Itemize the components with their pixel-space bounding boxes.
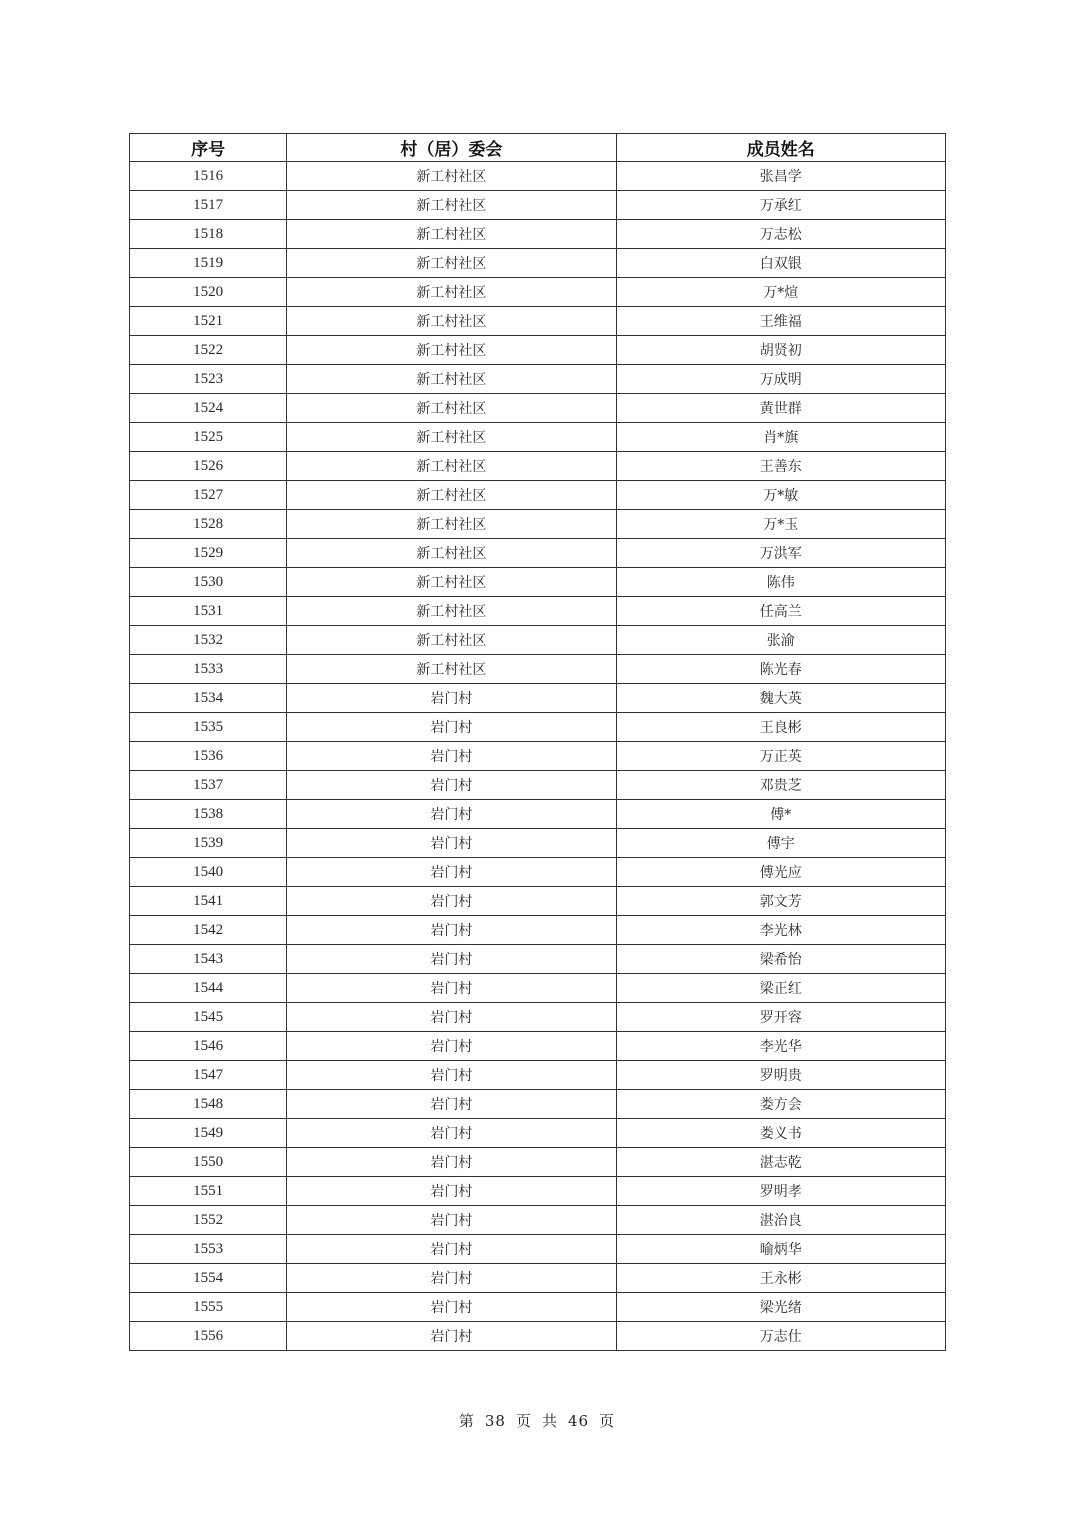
- cell-village-committee: 岩门村: [287, 945, 616, 974]
- table-row: [130, 510, 946, 539]
- cell-serial-number: 1522: [130, 336, 287, 365]
- footer-page-word: 页: [515, 1412, 532, 1430]
- cell-village-committee: 新工村社区: [287, 626, 616, 655]
- cell-village-committee: 岩门村: [287, 858, 616, 887]
- cell-serial-number: 1527: [130, 481, 287, 510]
- cell-member-name: 肖*旗: [616, 423, 945, 452]
- cell-member-name: 万*玉: [616, 510, 945, 539]
- member-roster-table: [129, 133, 946, 1351]
- cell-village-committee: 新工村社区: [287, 510, 616, 539]
- table-row: [130, 626, 946, 655]
- cell-member-name: 万志仕: [616, 1322, 945, 1351]
- header-member-name: 成员姓名: [616, 134, 945, 162]
- cell-member-name: 邓贵芝: [616, 771, 945, 800]
- table-row: [130, 539, 946, 568]
- table-row: [130, 597, 946, 626]
- table-row: [130, 916, 946, 945]
- table-row: [130, 278, 946, 307]
- cell-member-name: 陈光春: [616, 655, 945, 684]
- cell-serial-number: 1549: [130, 1119, 287, 1148]
- cell-village-committee: 岩门村: [287, 713, 616, 742]
- cell-member-name: 万洪军: [616, 539, 945, 568]
- cell-serial-number: 1554: [130, 1264, 287, 1293]
- cell-member-name: 罗明贵: [616, 1061, 945, 1090]
- cell-member-name: 魏大英: [616, 684, 945, 713]
- cell-village-committee: 新工村社区: [287, 481, 616, 510]
- cell-serial-number: 1519: [130, 249, 287, 278]
- table-row: [130, 220, 946, 249]
- cell-serial-number: 1535: [130, 713, 287, 742]
- cell-member-name: 郭文芳: [616, 887, 945, 916]
- cell-serial-number: 1529: [130, 539, 287, 568]
- table-row: [130, 684, 946, 713]
- cell-village-committee: 岩门村: [287, 684, 616, 713]
- cell-village-committee: 岩门村: [287, 974, 616, 1003]
- cell-village-committee: 岩门村: [287, 1206, 616, 1235]
- cell-village-committee: 岩门村: [287, 1032, 616, 1061]
- table-row: [130, 1148, 946, 1177]
- footer-prefix: 第: [458, 1412, 475, 1430]
- cell-village-committee: 岩门村: [287, 1148, 616, 1177]
- cell-member-name: 张昌学: [616, 162, 945, 191]
- table-row: [130, 945, 946, 974]
- cell-member-name: 白双银: [616, 249, 945, 278]
- cell-serial-number: 1531: [130, 597, 287, 626]
- cell-serial-number: 1528: [130, 510, 287, 539]
- page-footer: [0, 1410, 1074, 1431]
- cell-member-name: 娄义书: [616, 1119, 945, 1148]
- table-row: [130, 365, 946, 394]
- cell-village-committee: 岩门村: [287, 1322, 616, 1351]
- cell-serial-number: 1544: [130, 974, 287, 1003]
- cell-member-name: 梁光绪: [616, 1293, 945, 1322]
- cell-serial-number: 1523: [130, 365, 287, 394]
- cell-member-name: 万正英: [616, 742, 945, 771]
- table-row: [130, 452, 946, 481]
- cell-village-committee: 新工村社区: [287, 191, 616, 220]
- table-row: [130, 713, 946, 742]
- cell-member-name: 黄世群: [616, 394, 945, 423]
- table-row: [130, 336, 946, 365]
- header-village-committee: 村（居）委会: [287, 134, 616, 162]
- cell-member-name: 万承红: [616, 191, 945, 220]
- cell-member-name: 娄方会: [616, 1090, 945, 1119]
- cell-village-committee: 新工村社区: [287, 307, 616, 336]
- cell-member-name: 罗开容: [616, 1003, 945, 1032]
- cell-serial-number: 1533: [130, 655, 287, 684]
- cell-serial-number: 1539: [130, 829, 287, 858]
- cell-serial-number: 1550: [130, 1148, 287, 1177]
- table-row: [130, 394, 946, 423]
- cell-serial-number: 1547: [130, 1061, 287, 1090]
- table-row: [130, 1264, 946, 1293]
- table-row: [130, 771, 946, 800]
- cell-member-name: 梁正红: [616, 974, 945, 1003]
- cell-member-name: 傅宇: [616, 829, 945, 858]
- table-row: [130, 307, 946, 336]
- cell-village-committee: 岩门村: [287, 771, 616, 800]
- cell-member-name: 王善东: [616, 452, 945, 481]
- cell-village-committee: 新工村社区: [287, 278, 616, 307]
- cell-serial-number: 1542: [130, 916, 287, 945]
- table-row: [130, 423, 946, 452]
- cell-member-name: 胡贤初: [616, 336, 945, 365]
- cell-serial-number: 1518: [130, 220, 287, 249]
- cell-village-committee: 新工村社区: [287, 539, 616, 568]
- cell-member-name: 湛志乾: [616, 1148, 945, 1177]
- cell-village-committee: 岩门村: [287, 1061, 616, 1090]
- table-row: [130, 1235, 946, 1264]
- table-row: [130, 481, 946, 510]
- cell-member-name: 傅*: [616, 800, 945, 829]
- table-row: [130, 829, 946, 858]
- cell-member-name: 万*敏: [616, 481, 945, 510]
- cell-village-committee: 新工村社区: [287, 336, 616, 365]
- cell-serial-number: 1525: [130, 423, 287, 452]
- header-serial-number: 序号: [130, 134, 287, 162]
- table-row: [130, 655, 946, 684]
- cell-village-committee: 岩门村: [287, 916, 616, 945]
- cell-serial-number: 1548: [130, 1090, 287, 1119]
- cell-serial-number: 1552: [130, 1206, 287, 1235]
- table-row: [130, 191, 946, 220]
- cell-serial-number: 1545: [130, 1003, 287, 1032]
- cell-village-committee: 岩门村: [287, 1264, 616, 1293]
- cell-serial-number: 1526: [130, 452, 287, 481]
- table-row: [130, 162, 946, 191]
- cell-village-committee: 新工村社区: [287, 452, 616, 481]
- table-row: [130, 887, 946, 916]
- cell-serial-number: 1532: [130, 626, 287, 655]
- cell-village-committee: 岩门村: [287, 1119, 616, 1148]
- cell-serial-number: 1555: [130, 1293, 287, 1322]
- cell-serial-number: 1530: [130, 568, 287, 597]
- table-row: [130, 1032, 946, 1061]
- cell-serial-number: 1556: [130, 1322, 287, 1351]
- cell-serial-number: 1551: [130, 1177, 287, 1206]
- cell-village-committee: 新工村社区: [287, 220, 616, 249]
- cell-village-committee: 岩门村: [287, 887, 616, 916]
- cell-village-committee: 新工村社区: [287, 423, 616, 452]
- cell-member-name: 李光华: [616, 1032, 945, 1061]
- table-row: [130, 1322, 946, 1351]
- cell-village-committee: 新工村社区: [287, 597, 616, 626]
- cell-serial-number: 1540: [130, 858, 287, 887]
- cell-village-committee: 岩门村: [287, 829, 616, 858]
- cell-member-name: 张渝: [616, 626, 945, 655]
- table-row: [130, 1293, 946, 1322]
- cell-serial-number: 1524: [130, 394, 287, 423]
- cell-village-committee: 岩门村: [287, 800, 616, 829]
- table-row: [130, 974, 946, 1003]
- cell-member-name: 王良彬: [616, 713, 945, 742]
- cell-village-committee: 岩门村: [287, 1293, 616, 1322]
- cell-member-name: 梁希怡: [616, 945, 945, 974]
- footer-total-word: 共: [542, 1412, 559, 1430]
- cell-member-name: 罗明孝: [616, 1177, 945, 1206]
- cell-serial-number: 1537: [130, 771, 287, 800]
- table-row: [130, 800, 946, 829]
- cell-village-committee: 新工村社区: [287, 394, 616, 423]
- table-row: [130, 858, 946, 887]
- cell-village-committee: 新工村社区: [287, 162, 616, 191]
- cell-village-committee: 新工村社区: [287, 655, 616, 684]
- cell-member-name: 李光林: [616, 916, 945, 945]
- table-row: [130, 1090, 946, 1119]
- cell-serial-number: 1517: [130, 191, 287, 220]
- cell-serial-number: 1541: [130, 887, 287, 916]
- footer-suffix: 页: [599, 1412, 616, 1430]
- footer-total-pages: 46: [568, 1412, 590, 1430]
- cell-member-name: 傅光应: [616, 858, 945, 887]
- cell-serial-number: 1534: [130, 684, 287, 713]
- table-row: [130, 1061, 946, 1090]
- cell-member-name: 湛治良: [616, 1206, 945, 1235]
- cell-village-committee: 岩门村: [287, 1003, 616, 1032]
- cell-member-name: 任高兰: [616, 597, 945, 626]
- cell-village-committee: 岩门村: [287, 1090, 616, 1119]
- cell-village-committee: 新工村社区: [287, 365, 616, 394]
- cell-member-name: 王永彬: [616, 1264, 945, 1293]
- table-body: [130, 162, 946, 1351]
- cell-member-name: 王维福: [616, 307, 945, 336]
- cell-serial-number: 1520: [130, 278, 287, 307]
- footer-current-page: 38: [484, 1412, 506, 1430]
- table-header-row: [130, 134, 946, 162]
- cell-village-committee: 岩门村: [287, 1177, 616, 1206]
- cell-serial-number: 1538: [130, 800, 287, 829]
- table-row: [130, 249, 946, 278]
- cell-village-committee: 新工村社区: [287, 249, 616, 278]
- cell-member-name: 万志松: [616, 220, 945, 249]
- cell-village-committee: 岩门村: [287, 1235, 616, 1264]
- table-row: [130, 568, 946, 597]
- table-row: [130, 1206, 946, 1235]
- cell-serial-number: 1543: [130, 945, 287, 974]
- cell-member-name: 陈伟: [616, 568, 945, 597]
- cell-serial-number: 1546: [130, 1032, 287, 1061]
- cell-serial-number: 1516: [130, 162, 287, 191]
- cell-member-name: 万成明: [616, 365, 945, 394]
- cell-member-name: 万*煊: [616, 278, 945, 307]
- cell-serial-number: 1521: [130, 307, 287, 336]
- cell-village-committee: 新工村社区: [287, 568, 616, 597]
- cell-village-committee: 岩门村: [287, 742, 616, 771]
- table-row: [130, 742, 946, 771]
- cell-serial-number: 1553: [130, 1235, 287, 1264]
- cell-member-name: 喻炳华: [616, 1235, 945, 1264]
- table-row: [130, 1119, 946, 1148]
- cell-serial-number: 1536: [130, 742, 287, 771]
- table-row: [130, 1003, 946, 1032]
- table-row: [130, 1177, 946, 1206]
